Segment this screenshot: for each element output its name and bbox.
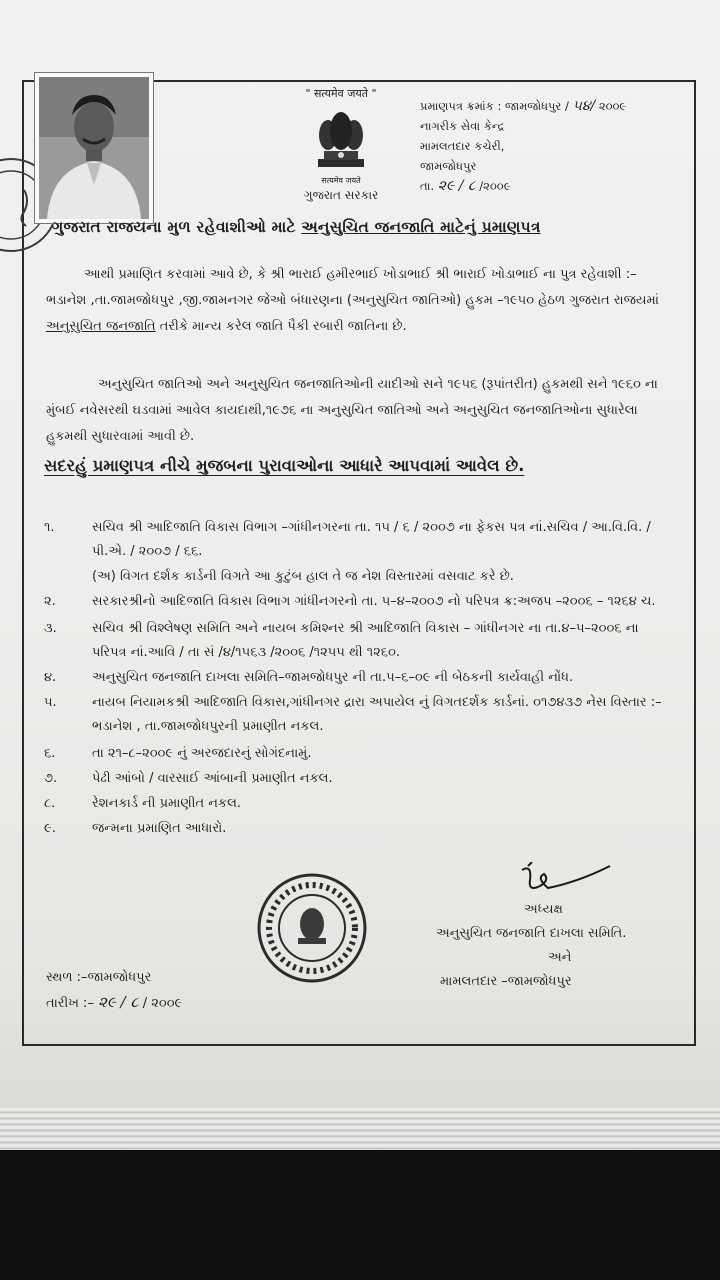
list-item: ૪. અનુસુચિત જનજાતિ દાખલા સમિતિ–જામજોધપુર ની તા.૫–૬–૦૯ ની બેઠકની કાર્યવાહી નોંધ. [44, 670, 574, 685]
footer-date-handwritten: ૨૯ / ૮ [98, 993, 139, 1011]
signature-block [436, 870, 666, 994]
paper-stack-edge [0, 1108, 720, 1150]
list-item: ૨. સરકારશ્રીનો આદિજાતિ વિકાસ વિભાગ ગાંધીનગરનો તા. ૫–૪–૨૦૦૭ નો પરિપત્ર ક્ર:અજપ –૨૦૦૬ – ૧૨૬૪ ચ. [44, 594, 656, 609]
scheduled-tribe-underlined: અનુસુચિત જનજાતિ [46, 319, 156, 334]
certificate-info [420, 96, 626, 196]
evidence-heading: સદરહું પ્રમાણપત્ર નીચે મુજબના પુરાવાઓના આધારે આપવામાં આવેલ છે. [44, 456, 525, 475]
committee-name: અનુસુચિત જનજાતિ દાખલા સમિતિ. [436, 926, 627, 941]
list-item: ૫. નાયબ નિયામકશ્રી આદિજાતિ વિકાસ,ગાંધીનગર દ્રારા અપાયેલ નું વિગતદર્શક કાર્ડનાં. ૦૧૭૪૩૭ નેસ વિસ્તાર :– ભડાનેશ , તા.જામજોધપુરની પ્રમાણીત નકલ. [44, 695, 662, 734]
motto-top: " सत्यमेव जयते " [305, 87, 377, 100]
applicant-photo [34, 72, 154, 224]
government-name: ગુજરાત સરકાર [303, 188, 379, 202]
list-item: ૧. સચિવ શ્રી આદિજાતિ વિકાસ વિભાગ –ગાંધીનગરના તા. ૧૫ / ૬ / ૨૦૦૭ ના ફેકસ પત્ર નાં.સચિવ / આ.વિ.વિ. / પી.એ. / ૨૦૦૭ / ૬૬. [44, 520, 651, 559]
list-item: ૮. રેશનકાર્ડ ની પ્રમાણીત નકલ. [44, 796, 242, 811]
office-round-stamp [256, 872, 368, 984]
place-date-block [46, 966, 182, 1016]
certificate-number: પ્રમાણપત્ર ક્રમાંક : જામજોધપુર / ૫૪/ ૨૦૦૯ [420, 98, 627, 114]
state-emblem-block [282, 86, 400, 203]
dark-background [0, 1150, 720, 1280]
date-line: તારીખ :– ૨૯ / ૮ / ૨૦૦૯ [46, 993, 183, 1011]
person-photo-icon [39, 77, 149, 219]
list-item: ૬. તા ૨૧–૮–૨૦૦૯ નું અરજદારનું સોગંદનામું. [44, 746, 312, 761]
chairperson-label: અધ્યક્ષ [524, 902, 563, 917]
list-item: ૭. પેઢી આંબો / વારસાઈ આંબાની પ્રમાણીત નકલ. [44, 771, 333, 786]
evidence-list [44, 516, 674, 842]
issue-date: તા. ૨૯ / ૮ /૨૦૦૯ [420, 178, 511, 194]
officer-name: મામલતદાર –જામજોધપુર [440, 974, 572, 989]
list-item: ૩. સચિવ શ્રી વિશ્લેષણ સમિતિ અને નાયબ કમિશ્નર શ્રી આદિજાતિ વિકાસ – ગાંધીનગર ના તા.૪–૫–૨૦૦૬ ના પરિપત્ર નાં.આવિ / તા સં /૪/૧૫૬૩ /૨૦૦૬ /૧૨૫૫ થી ૧૨૬૦. [44, 621, 639, 660]
paragraph-legal-basis: અનુસુચિત જાતિઓ અને અનુસુચિત જનજાતિઓની યાદીઓ સને ૧૯૫૬ (રૂપાંતરીત) હુકમથી સને ૧૯૬૦ ના મુંબઈ નવેસરથી ઘડવામાં આવેલ કાયદાથી,૧૯૭૬ ના અનુસુચિત જાતિઓ અને અનુસુચિત જનજાતિઓના સુધારેલા હુકમથી સુધારવામાં આવી છે. [46, 377, 658, 444]
and-label: અને [548, 950, 572, 965]
place-line: સ્થળ :–જામજોધપુર [46, 970, 152, 985]
list-item: (અ) વિગત દર્શક કાર્ડની વિગતે આ કુટુંબ હાલ તે જ નેશ વિસ્તારમાં વસવાટ કરે છે. [92, 569, 514, 584]
certificate-title-underlined: અનુસુચિત જનજાતિ માટેનું પ્રમાણપત્ર [301, 218, 541, 236]
list-item: ૯. જન્મના પ્રમાણિત આધારો. [44, 821, 227, 836]
certificate-title: ગુજરાત રાજયના મુળ રહેવાશીઓ માટે અનુસુચિત જનજાતિ માટેનું પ્રમાણપત્ર [52, 218, 541, 236]
paragraph-certification: આથી પ્રમાણિત કરવામાં આવે છે, કે શ્રી ભારાઈ હમીરભાઈ ખોડાભાઈ શ્રી ભારાઈ ખોડાભાઈ ના પુત્ર રહેવાશી :– ભડાનેશ ,તા.જામજોધપુર ,જી.જામનગર જેઓ બંધારણના (અનુસુચિત જાતિઓ) હુકમ –૧૯૫૦ હેઠળ ગુજરાત રાજયમાં અનુસુચિત જનજાતિ તરીકે માન્ય કરેલ જાતિ પૈકી રબારી જાતિના છે. [46, 267, 659, 334]
emblem-motto: सत्यमेव जयते [321, 176, 361, 185]
issue-date-handwritten: ૨૯ / ૮ [437, 178, 476, 194]
office-line-3: જામજોધપુર [420, 159, 477, 173]
office-line-1: નાગરીક સેવા કેન્દ્ર [420, 119, 505, 133]
certificate-number-handwritten: ૫૪/ [572, 98, 596, 114]
office-line-2: મામલતદાર કચેરી, [420, 139, 505, 153]
lion-capital-emblem-icon [308, 105, 374, 177]
handwritten-signature [514, 862, 614, 904]
